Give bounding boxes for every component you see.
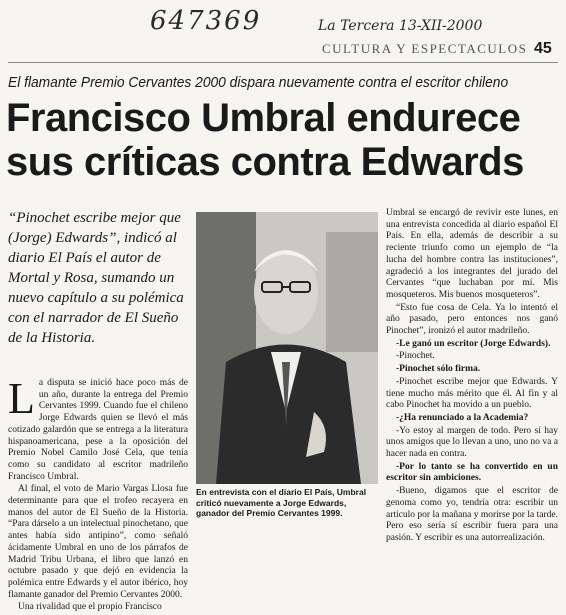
- handwritten-source-note: La Tercera 13-XII-2000: [318, 18, 483, 34]
- body-paragraph: La disputa se inició hace poco más de un año, durante la entrega del Premio Cervantes 1999. Cuando fue el chileno Jorge Edwards quien se llevó el más cotizado galardón que se entrega a la literatura hispanoamericana, pese a la oposición del Premio Nobel Camilo José Cela, que tenía como su candidato al escritor madrileño Francisco Umbral.: [8, 374, 188, 482]
- drop-cap: L: [8, 374, 35, 423]
- interview-question: -Le ganó un escritor (Jorge Edwards).: [396, 338, 551, 349]
- handwritten-archive-number: 647369: [150, 6, 262, 36]
- body-paragraph: -Pinochet escribe mejor que Edwards. Y tiene mucho más mérito que él. Al fin y al cabo Pinochet ha movido a un pueblo.: [386, 376, 558, 411]
- body-paragraph: Al final, el voto de Mario Vargas Llosa fue determinante para que el trofeo recayera en manos del autor de El Sueño de la Historia. “Para dárselo a un intelectual pinochetano, que antes había sido antipino”, como señaló ácidamente Umbral en uno de los párrafos de Madrid Tribu Urbana, el libro que lanzó en octubre pasado y que dejó en evidencia la polémica entre Edwards y el autor ibérico, hoy flamante ganador del Premio Cervantes 2000.: [8, 484, 188, 600]
- interview-question: -Pinochet sólo firma.: [396, 364, 481, 375]
- body-paragraph: -Yo estoy al margen de todo. Pero sí hay unos amigos que lo llevan a uno, uno no va a hacer nada en contra.: [386, 425, 558, 460]
- section-name: CULTURA Y ESPECTACULOS: [322, 41, 528, 56]
- portrait-photo: [196, 212, 378, 484]
- body-paragraph: -Bueno, digamos que el escritor de genoma como yo, tendría otra: escribir un artículo por la mañana y morirse por la tarde. Pero eso sería sí escribir fuera para una pasión. Y escribir es una autorrealización.: [386, 486, 558, 543]
- interview-question: -¿Ha renunciado a la Academia?: [396, 412, 529, 423]
- body-paragraph: Umbral se encargó de revivir este lunes, en una entrevista concedida al diario español El País. En ella, además de describir a su reciente triunfo como un ejemplo de “la lucha del hombre contra las instituciones”, agradeció a los integrantes del jurado del Cervantes “que luchaban por mí. Mis mosqueteros. Mis buenos mosqueteros”.: [386, 208, 558, 300]
- body-paragraph: Una rivalidad que el propio Francisco: [18, 602, 162, 613]
- article-headline: Francisco Umbral endurece sus críticas contra Edwards: [6, 96, 524, 184]
- photo-caption: En entrevista con el diario El País, Umbral criticó nuevamente a Jorge Edwards, ganador del Premio Cervantes 1999.: [196, 487, 367, 518]
- body-paragraph: “Esto fue cosa de Cela. Ya lo intentó el año pasado, pero entonces nos ganó Pinochet”, ironizó el autor madrileño.: [386, 302, 558, 337]
- article-body-right-column: [386, 208, 558, 546]
- article-body-left-column: [8, 374, 188, 615]
- interview-question: -Por lo tanto se ha convertido en un escritor sin ambiciones.: [386, 461, 558, 484]
- article-kicker: El flamante Premio Cervantes 2000 dispara nuevamente contra el escritor chileno: [8, 74, 509, 91]
- page-number: 45: [534, 40, 552, 57]
- body-paragraph: -Pinochet.: [396, 351, 435, 362]
- section-divider: [8, 62, 558, 63]
- article-lead: “Pinochet escribe mejor que (Jorge) Edwards”, indicó al diario El País el autor de Mortal y Rosa, sumando un nuevo capítulo a su polémica con el narrador de El Sueño de la Historia.: [8, 210, 184, 346]
